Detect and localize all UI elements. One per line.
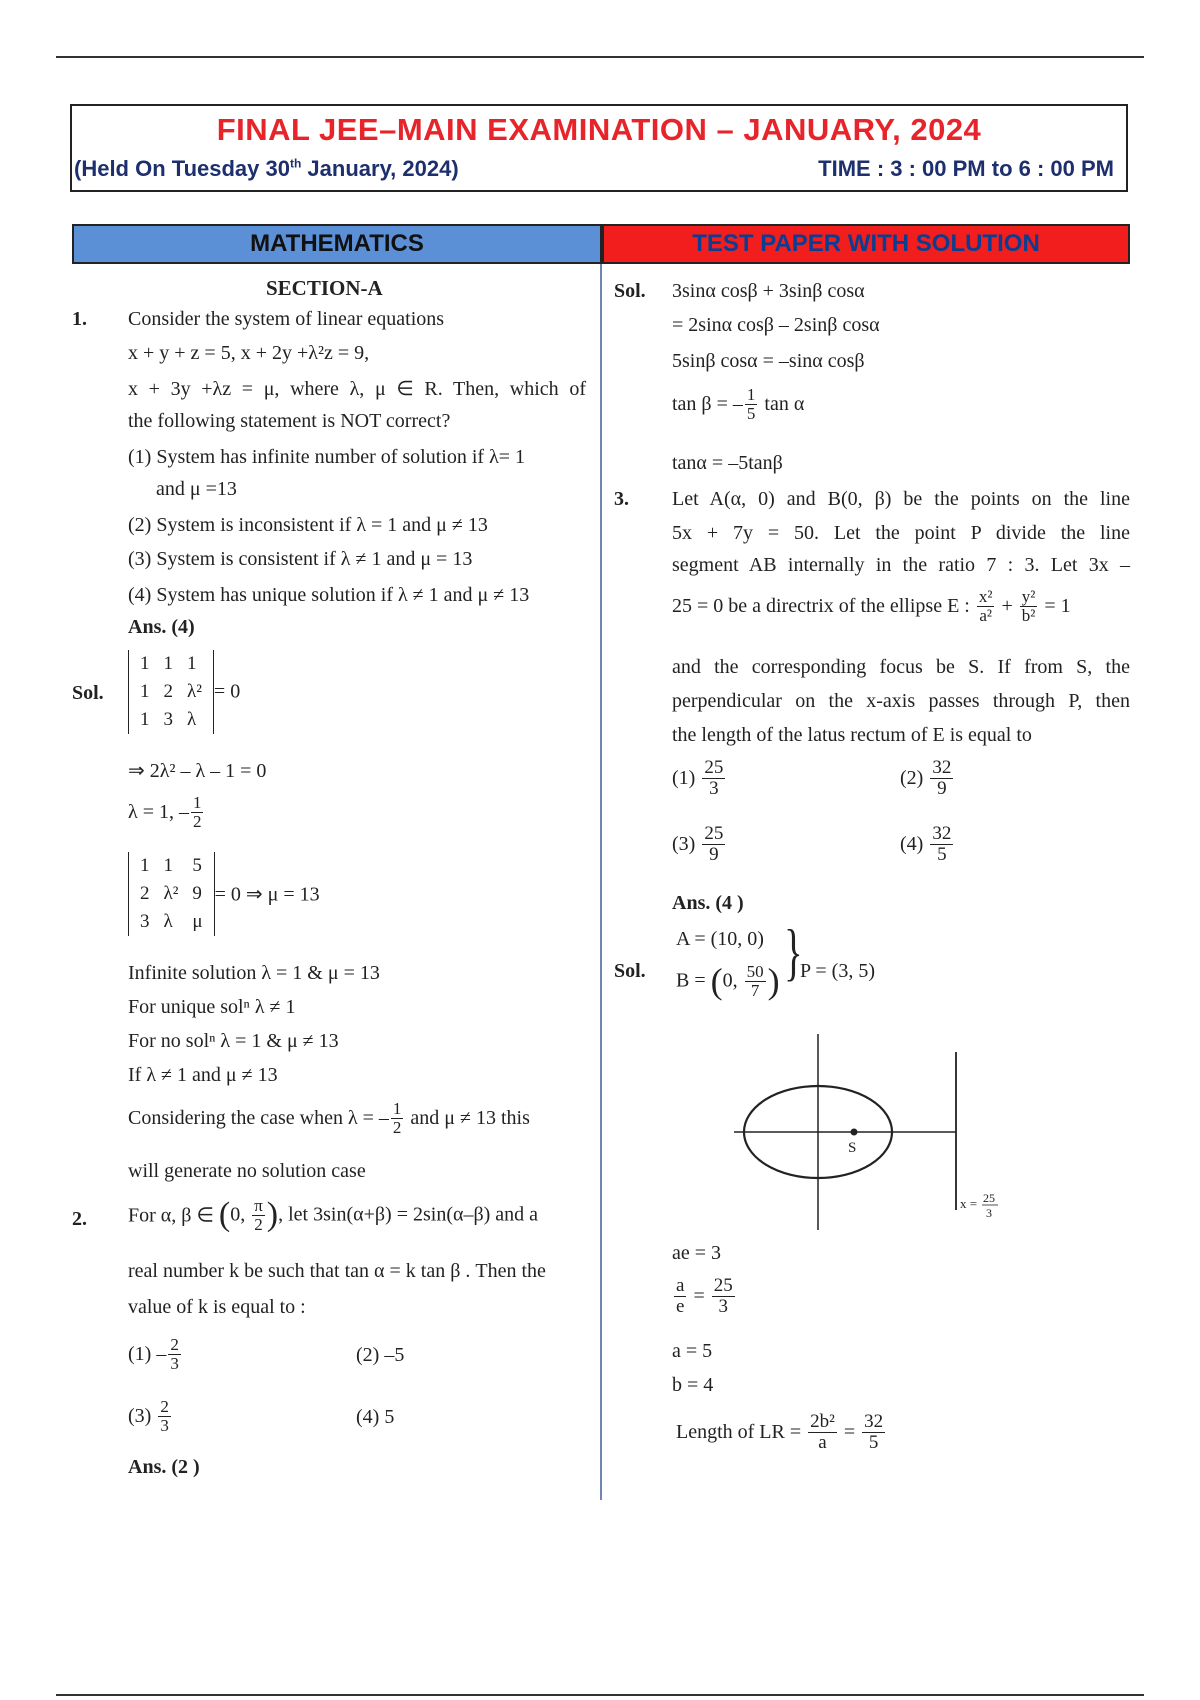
exam-time: TIME : 3 : 00 PM to 6 : 00 PM: [818, 156, 1114, 181]
option-1-cont: and μ =13: [156, 478, 237, 500]
question-text: and the corresponding focus be S. If from S, the: [672, 656, 1130, 678]
solution-line: Considering the case when λ = – $\frac{1}{2}$ and μ ≠ 13 this: [128, 1099, 530, 1137]
solution-step: tan β = – $\frac{1}{5}$ tan α: [672, 385, 805, 423]
option-1: (1) $\frac{25}{3}$: [672, 757, 724, 799]
solution-step: tanα = –5tanβ: [672, 452, 783, 474]
exam-title: FINAL JEE–MAIN EXAMINATION – JANUARY, 2024: [216, 112, 982, 147]
top-rule: [56, 56, 1144, 58]
solution-step: a = 5: [672, 1340, 713, 1362]
paper-banner: TEST PAPER WITH SOLUTION: [602, 224, 1130, 264]
bottom-rule: [56, 1694, 1144, 1696]
question-text: real number k be such that tan α = k tan β . Then the: [128, 1260, 546, 1282]
directrix-label-den: 3: [986, 1206, 992, 1220]
determinant-1: 1 1 1 1 2 λ² 1 3 λ = 0: [128, 650, 240, 734]
solution-step: ⇒ 2λ² – λ – 1 = 0: [128, 760, 267, 782]
answer: Ans. (4): [128, 616, 195, 638]
brace: }: [784, 916, 803, 987]
option-3: (3) $\frac{25}{9}$: [672, 823, 724, 865]
point-p: P = (3, 5): [800, 960, 875, 982]
directrix-label: x =: [960, 1196, 978, 1211]
question-number: 3.: [614, 488, 629, 510]
question-number: 2.: [72, 1208, 87, 1230]
option-2: (2) System is inconsistent if λ = 1 and μ ≠ 13: [128, 514, 488, 536]
question-text: 25 = 0 be a directrix of the ellipse E : $\frac{\text{x²}}{\text{a²}}$ + $\frac{\text{y²}}{\text{b²}}$ = 1: [672, 587, 1071, 625]
option-2: (2) $\frac{32}{9}$: [900, 757, 952, 799]
solution-line: Infinite solution λ = 1 & μ = 13: [128, 962, 380, 984]
question-text: Let A(α, 0) and B(0, β) be the points on the line: [672, 488, 1130, 510]
question-text: the length of the latus rectum of E is equal to: [672, 724, 1032, 746]
held-on-date: (Held On Tuesday 30th January, 2024): [74, 156, 459, 181]
option-1: (1) System has infinite number of solution if λ= 1: [128, 446, 526, 468]
subject-banner: MATHEMATICS: [72, 224, 602, 264]
solution-step: ae = 3: [672, 1242, 722, 1264]
option-3: (3) $\frac{2}{3}$: [128, 1397, 169, 1435]
question-number: 1.: [72, 308, 87, 330]
option-4: (4) System has unique solution if λ ≠ 1 and μ ≠ 13: [128, 584, 530, 606]
solution-step: λ = 1, – $\frac{1}{2}$: [128, 793, 202, 831]
ellipse-diagram: [730, 1030, 1030, 1236]
option-1: (1) – $\frac{2}{3}$: [128, 1335, 179, 1373]
solution-line: For no solⁿ λ = 1 & μ ≠ 13: [128, 1030, 339, 1052]
exam-header: [70, 104, 1128, 192]
question-text: Consider the system of linear equations: [128, 308, 445, 330]
section-heading: SECTION-A: [266, 276, 383, 300]
point-a: A = (10, 0): [676, 928, 764, 950]
question-text: segment AB internally in the ratio 7 : 3. Let 3x –: [672, 554, 1130, 576]
focus-label: S: [848, 1140, 857, 1156]
question-text: the following statement is NOT correct?: [128, 410, 451, 432]
solution-line: For unique solⁿ λ ≠ 1: [128, 996, 296, 1018]
question-text: value of k is equal to :: [128, 1296, 306, 1318]
question-text: perpendicular on the x-axis passes through P, then: [672, 690, 1130, 712]
option-4: (4) $\frac{32}{5}$: [900, 823, 952, 865]
point-b: B = (0, $\frac{50}{7}$ ): [676, 961, 780, 1001]
solution-step: 3sinα cosβ + 3sinβ cosα: [672, 280, 865, 302]
option-3: (3) System is consistent if λ ≠ 1 and μ = 13: [128, 548, 473, 570]
solution-step: b = 4: [672, 1374, 714, 1396]
focus-point: [851, 1129, 858, 1136]
solution-step: $\frac{a}{e}$ = $\frac{25}{3}$: [676, 1275, 733, 1317]
solution-label: Sol.: [72, 682, 104, 704]
solution-line: will generate no solution case: [128, 1160, 366, 1182]
question-text: For α, β ∈ (0, $\frac{\pi}{2}$ ), let 3sin(α+β) = 2sin(α–β) and a: [128, 1195, 539, 1234]
solution-step: Length of LR = $\frac{\text{2b²}}{a}$ = $\frac{32}{5}$: [676, 1411, 884, 1453]
question-text: x + 3y +λz = μ, where λ, μ ∈ R. Then, which of: [128, 378, 586, 400]
answer: Ans. (4 ): [672, 892, 744, 914]
option-2: (2) –5: [356, 1344, 405, 1366]
column-divider: [600, 264, 602, 1500]
option-4: (4) 5: [356, 1406, 395, 1428]
solution-line: If λ ≠ 1 and μ ≠ 13: [128, 1064, 278, 1086]
solution-step: 5sinβ cosα = –sinα cosβ: [672, 350, 865, 372]
question-text: 5x + 7y = 50. Let the point P divide the line: [672, 522, 1130, 544]
solution-label: Sol.: [614, 960, 646, 982]
question-text: x + y + z = 5, x + 2y +λ²z = 9,: [128, 342, 370, 364]
solution-label: Sol.: [614, 280, 646, 302]
directrix-label-num: 25: [983, 1191, 995, 1205]
determinant-2: 1 1 5 2 λ² 9 3 λ μ = 0 ⇒ μ = 13: [128, 852, 320, 936]
solution-step: = 2sinα cosβ – 2sinβ cosα: [672, 314, 880, 336]
answer: Ans. (2 ): [128, 1456, 200, 1478]
